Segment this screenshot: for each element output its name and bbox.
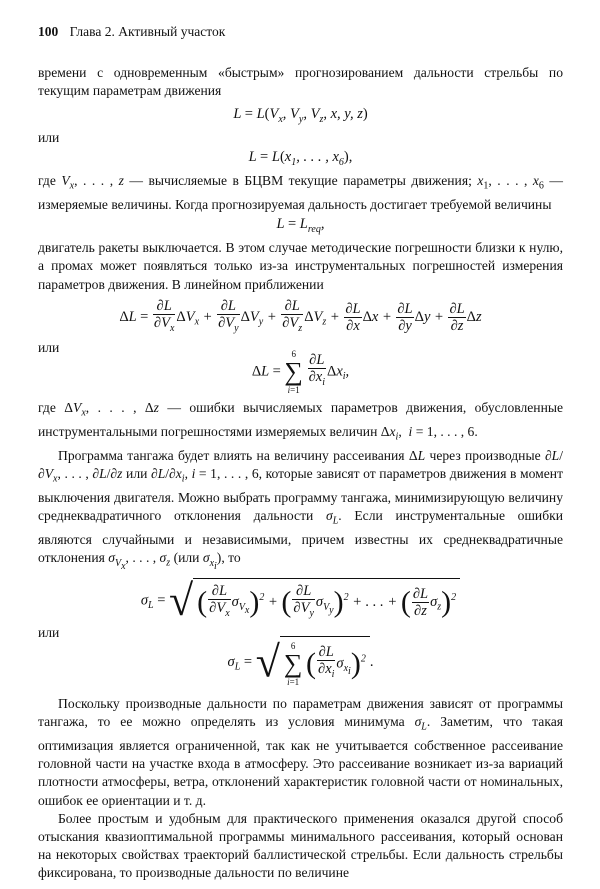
paragraph-2: где $V_x$, . . . , z — вычисляемые в БЦВМ текущие параметры движения; $x_1$, . . . , $x_6$ — измеряемые величины. Когда прогнозируемая дальность достигает требуемой величины xyxy=(38,173,563,213)
formula-sigma-L-sum: $\sigma_L$ = √ 6 ∑ i=1 ( $\frac{\partial L}{\partial x_i}$ $\sigma_{x_i})^2$ . xyxy=(227,637,374,687)
formula-sigma-L: $\sigma_L$ = √ ( $\frac{\partial L}{\partial V_x}$ $\sigma_{V_x})^2$ + ( $\frac{\partial L}{\partial V_y}$ $\sigma_{V_y})^2$ + . . . + ( $\frac{\partial L}{\partial z}$ $\sigma_z)^2$ xyxy=(38,578,563,624)
running-header xyxy=(38,24,563,42)
paragraph-3: двигатель ракеты выключается. В этом случае методические погрешности близки к нулю, а промах может появляться только из-за инструментальных погрешностей измерения параметров движения. В линейном приближении xyxy=(38,240,563,292)
formula-L-measured: $L = L(x_1$, . . . , $x_6$), xyxy=(248,149,353,169)
or-label-3: или xyxy=(38,624,60,640)
paragraph-6: Поскольку производные дальности по параметрам движения зависят от программы тангажа, то ее можно определять из условия минимума $\sigma_L$. Заметим, что такая оптимизация является ограниченной, так как не учитывается собственное рассеивание головной части на участке входа в атмосферу. Это рассеивание возникает из-за вариаций плотности атмосферы, ветра, отклонений характеристик головной части от номинальных, ошибок ее ориентации и т. д. xyxy=(38,695,564,808)
paragraph-4: где $\Delta V_x$, . . . , Δz — ошибки вычисляемых параметров движения, обусловленные инструментальными погрешностями измеряемых величин $\Delta x_i$, i = 1, . . . , 6. xyxy=(38,399,564,443)
chapter-title: Глава 2. Активный участок xyxy=(69,24,226,39)
formula-L-params: $L = L(V_x$, $V_y$, $V_z$, x, y, z) xyxy=(233,106,368,126)
formula-delta-L-sum: ΔL = 6 ∑ i=1 $\frac{\partial L}{\partial x_i}$ $\Delta x_i$, xyxy=(251,348,350,395)
paragraph-7: Более простым и удобным для практического применения оказался другой способ отыскания квазиоптимальной программы минимального рассеивания, который основан на некоторых свойствах траекторий баллистической стрельбы. Если дальность стрельбы фиксирована, то производные дальности по величине xyxy=(38,810,563,881)
page-number: 100 xyxy=(38,24,59,39)
formula-L-req: $L = L_{req}$, xyxy=(276,216,325,236)
or-label-2: или xyxy=(38,339,60,355)
formula-delta-L-linear: ΔL = $\frac{\partial L}{\partial V_x}$ $\Delta V_x$ + $\frac{\partial L}{\partial V_y}$ $\Delta V_y$ + $\frac{\partial L}{\partial V_z}$ $\Delta V_z$ + $\frac{\partial L}{\partial x}$ Δx + $\frac{\partial L}{\partial y}$ Δy + $\frac{\partial L}{\partial z}$ Δz xyxy=(119,297,482,334)
page xyxy=(38,24,563,883)
paragraph-1: времени с одновременным «быстрым» прогнозированием дальности стрельбы по текущим параметрам движения xyxy=(38,65,563,99)
paragraph-5: Программа тангажа будет влиять на величину рассеивания ΔL через производные $\partial L/\partial V_x$, . . . , ∂L/∂z или $\partial L/\partial x_i$, i = 1, . . . , 6, которые зависят от параметров движения в момент выключения двигателя. Можно выбрать программу тангажа, минимизирующую величину среднеквадратичного отклонения дальности $\sigma_L$. Если инструментальные ошибки являются случайными и независимыми, причем известны их среднеквадратичные отклонения $\sigma_{V_x}$, . . . , $\sigma_z$ (или $\sigma_{x_i}$), то xyxy=(38,447,564,572)
or-label-1: или xyxy=(38,130,60,146)
